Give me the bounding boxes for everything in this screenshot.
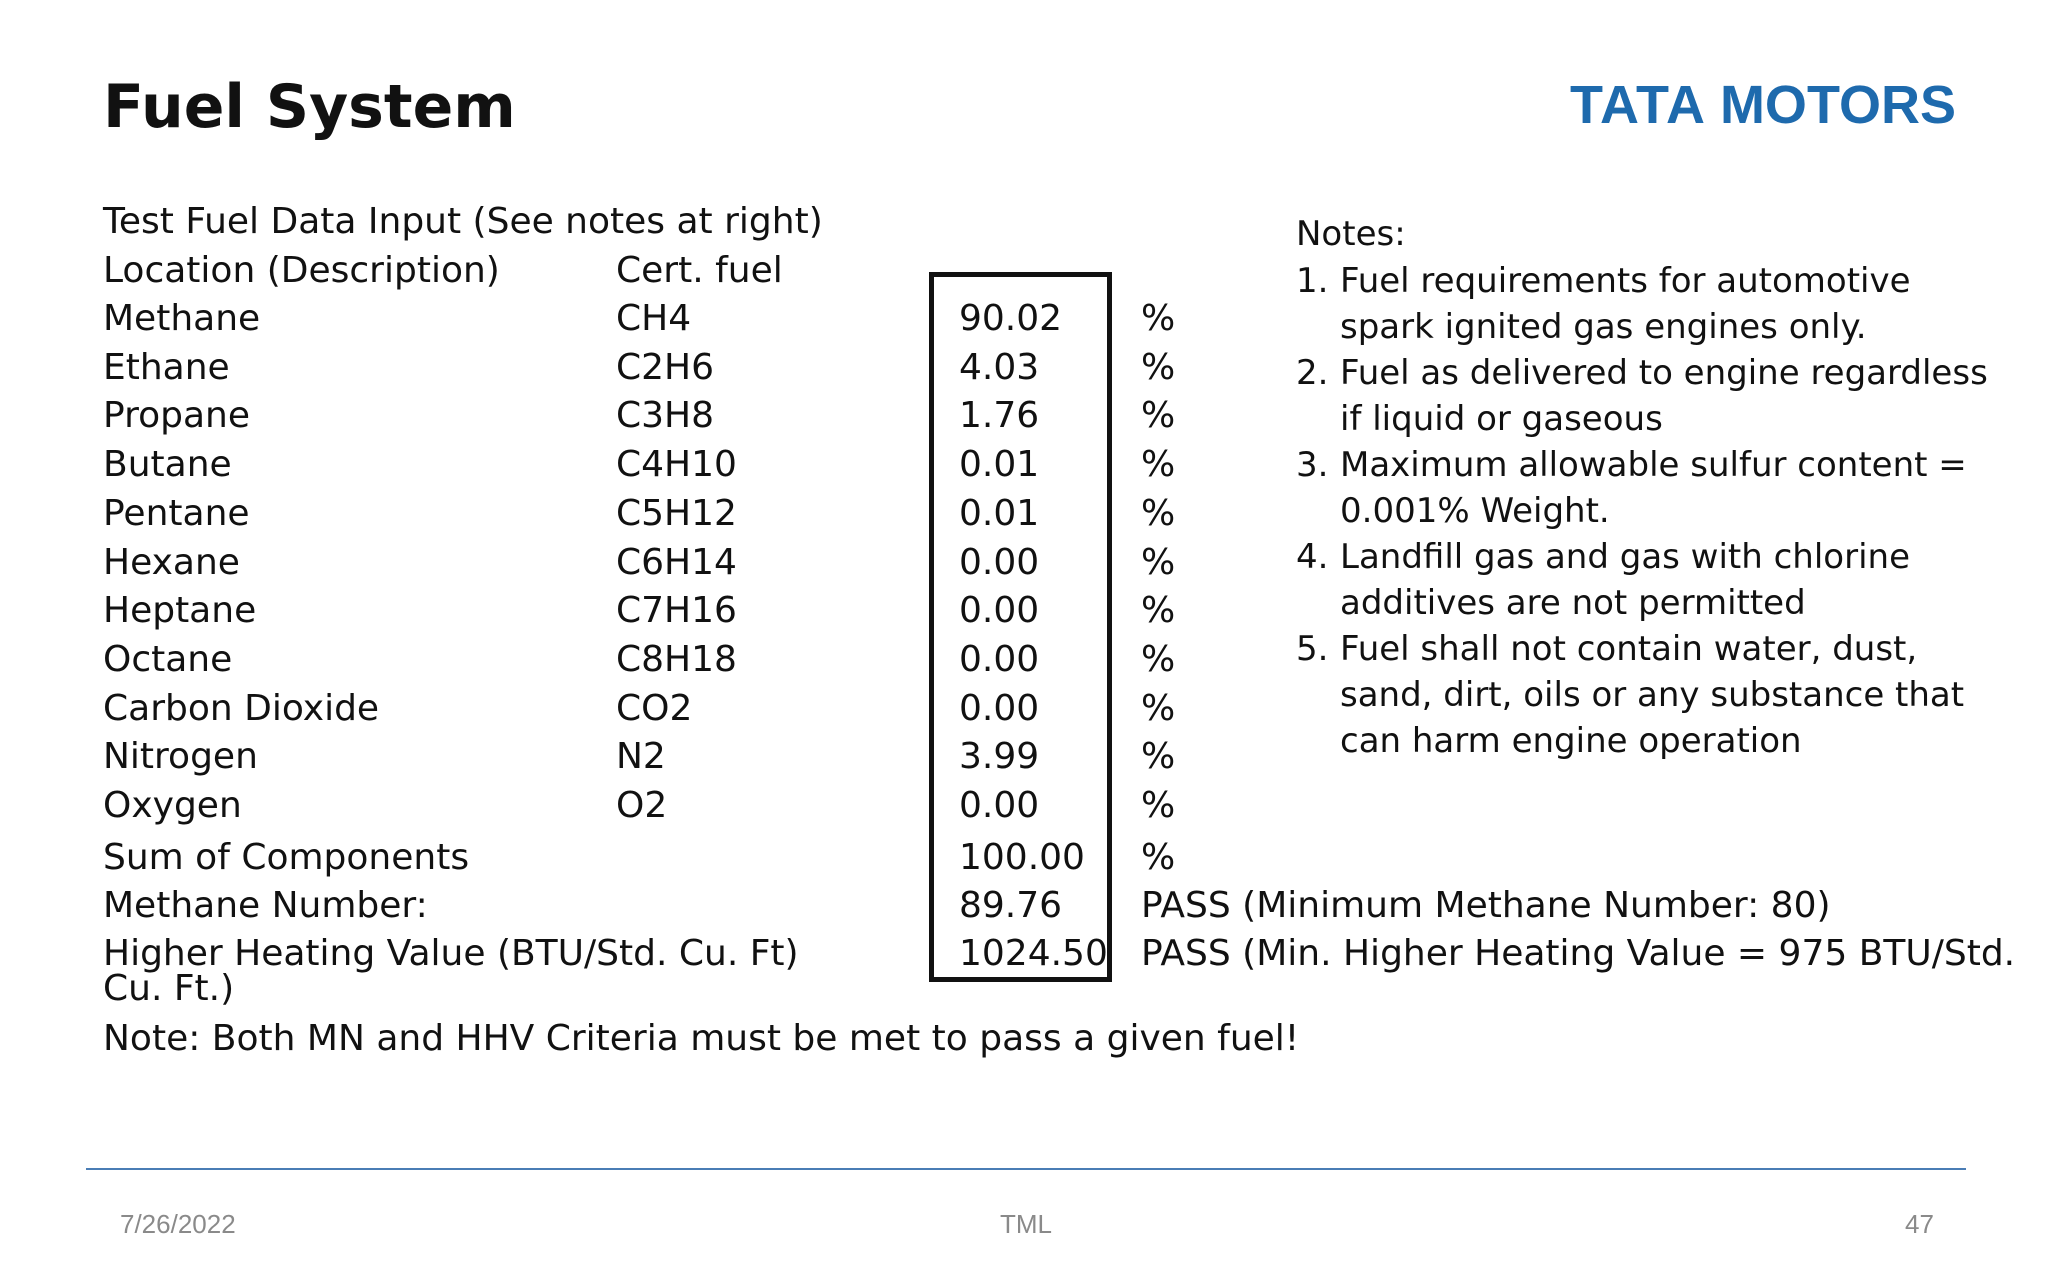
component-formula: C7H16 xyxy=(616,590,737,632)
final-note: Note: Both MN and HHV Criteria must be met to pass a given fuel! xyxy=(103,1018,1300,1059)
note-item xyxy=(1296,534,1996,626)
component-name: Nitrogen xyxy=(103,736,258,778)
component-formula: N2 xyxy=(616,736,666,778)
location-value: Cert. fuel xyxy=(616,250,783,291)
note-number: 5. xyxy=(1296,629,1329,669)
component-name: Octane xyxy=(103,638,233,680)
hhv-value: 1024.50 xyxy=(959,933,1108,974)
location-label: Location (Description) xyxy=(103,250,500,291)
component-formula: C6H14 xyxy=(616,541,737,583)
test-fuel-header-text: Test Fuel Data Input (See notes at right) xyxy=(103,201,823,242)
component-name: Methane xyxy=(103,298,261,339)
component-name: Pentane xyxy=(103,492,250,534)
footer-center-text: TML xyxy=(1000,1209,1052,1239)
note-number: 2. xyxy=(1296,353,1329,393)
component-formula: O2 xyxy=(616,785,668,826)
sum-unit: % xyxy=(1141,837,1176,878)
note-text: Fuel requirements for automotive spark ignited gas engines only. xyxy=(1340,261,1911,347)
note-text: Maximum allowable sulfur content = 0.001% Weight. xyxy=(1340,445,1967,531)
notes-list xyxy=(1296,258,1996,764)
component-value: 4.03 xyxy=(959,346,1040,388)
component-formula: CO2 xyxy=(616,687,693,729)
note-item xyxy=(1296,350,1996,442)
footer-divider xyxy=(86,1168,1966,1170)
component-formula: C4H10 xyxy=(616,444,737,486)
component-unit: % xyxy=(1141,736,1176,778)
logo-word-motors: MOTORS xyxy=(1719,75,1956,135)
component-unit: % xyxy=(1141,346,1176,388)
component-unit: % xyxy=(1141,298,1176,339)
footer-page-number: 47 xyxy=(1905,1209,1934,1239)
component-name: Heptane xyxy=(103,590,257,632)
tata-motors-logo xyxy=(1570,74,1956,136)
component-value: 0.00 xyxy=(959,638,1040,680)
hhv-result: PASS (Min. Higher Heating Value = 975 BTU/Std. xyxy=(1141,933,2016,974)
component-unit: % xyxy=(1141,492,1176,534)
component-unit: % xyxy=(1141,638,1176,680)
hhv-label: Higher Heating Value (BTU/Std. Cu. Ft) xyxy=(103,933,799,974)
component-value: 0.00 xyxy=(959,687,1040,729)
component-name: Hexane xyxy=(103,541,240,583)
component-unit: % xyxy=(1141,590,1176,632)
component-name: Ethane xyxy=(103,346,230,388)
component-unit: % xyxy=(1141,444,1176,486)
component-unit: % xyxy=(1141,541,1176,583)
component-formula: C5H12 xyxy=(616,492,737,534)
component-formula: C3H8 xyxy=(616,395,715,437)
methane-number-value: 89.76 xyxy=(959,885,1063,926)
values-highlight-box xyxy=(929,272,1112,982)
component-name: Oxygen xyxy=(103,785,242,826)
component-value: 0.01 xyxy=(959,492,1040,534)
logo-word-tata: TATA xyxy=(1570,75,1706,135)
component-value: 0.00 xyxy=(959,590,1040,632)
component-name: Carbon Dioxide xyxy=(103,687,380,729)
component-name: Propane xyxy=(103,395,250,437)
note-item xyxy=(1296,258,1996,350)
component-value: 90.02 xyxy=(959,298,1063,339)
component-formula: CH4 xyxy=(616,298,692,339)
note-item xyxy=(1296,442,1996,534)
slide-title: Fuel System xyxy=(103,72,516,142)
notes-panel xyxy=(1296,210,1996,764)
component-value: 3.99 xyxy=(959,736,1040,778)
component-value: 0.00 xyxy=(959,541,1040,583)
component-formula: C8H18 xyxy=(616,638,737,680)
sum-value: 100.00 xyxy=(959,837,1085,878)
component-formula: C2H6 xyxy=(616,346,715,388)
footer-date: 7/26/2022 xyxy=(120,1209,236,1239)
component-value: 0.01 xyxy=(959,444,1040,486)
note-item xyxy=(1296,626,1996,764)
component-value: 1.76 xyxy=(959,395,1040,437)
hhv-continuation: Cu. Ft.) xyxy=(103,968,235,1009)
note-text: Landfill gas and gas with chlorine additives are not permitted xyxy=(1340,537,1910,623)
component-unit: % xyxy=(1141,687,1176,729)
note-text: Fuel shall not contain water, dust, sand, dirt, oils or any substance that can harm engine operation xyxy=(1340,629,1965,761)
notes-title: Notes: xyxy=(1296,214,1406,254)
sum-label: Sum of Components xyxy=(103,837,470,878)
component-value: 0.00 xyxy=(959,785,1040,826)
note-number: 4. xyxy=(1296,537,1329,577)
component-unit: % xyxy=(1141,395,1176,437)
note-number: 1. xyxy=(1296,261,1329,301)
note-text: Fuel as delivered to engine regardless if liquid or gaseous xyxy=(1340,353,1988,439)
note-number: 3. xyxy=(1296,445,1329,485)
component-name: Butane xyxy=(103,444,232,486)
component-unit: % xyxy=(1141,785,1176,826)
methane-number-label: Methane Number: xyxy=(103,885,428,926)
methane-number-result: PASS (Minimum Methane Number: 80) xyxy=(1141,885,1831,926)
